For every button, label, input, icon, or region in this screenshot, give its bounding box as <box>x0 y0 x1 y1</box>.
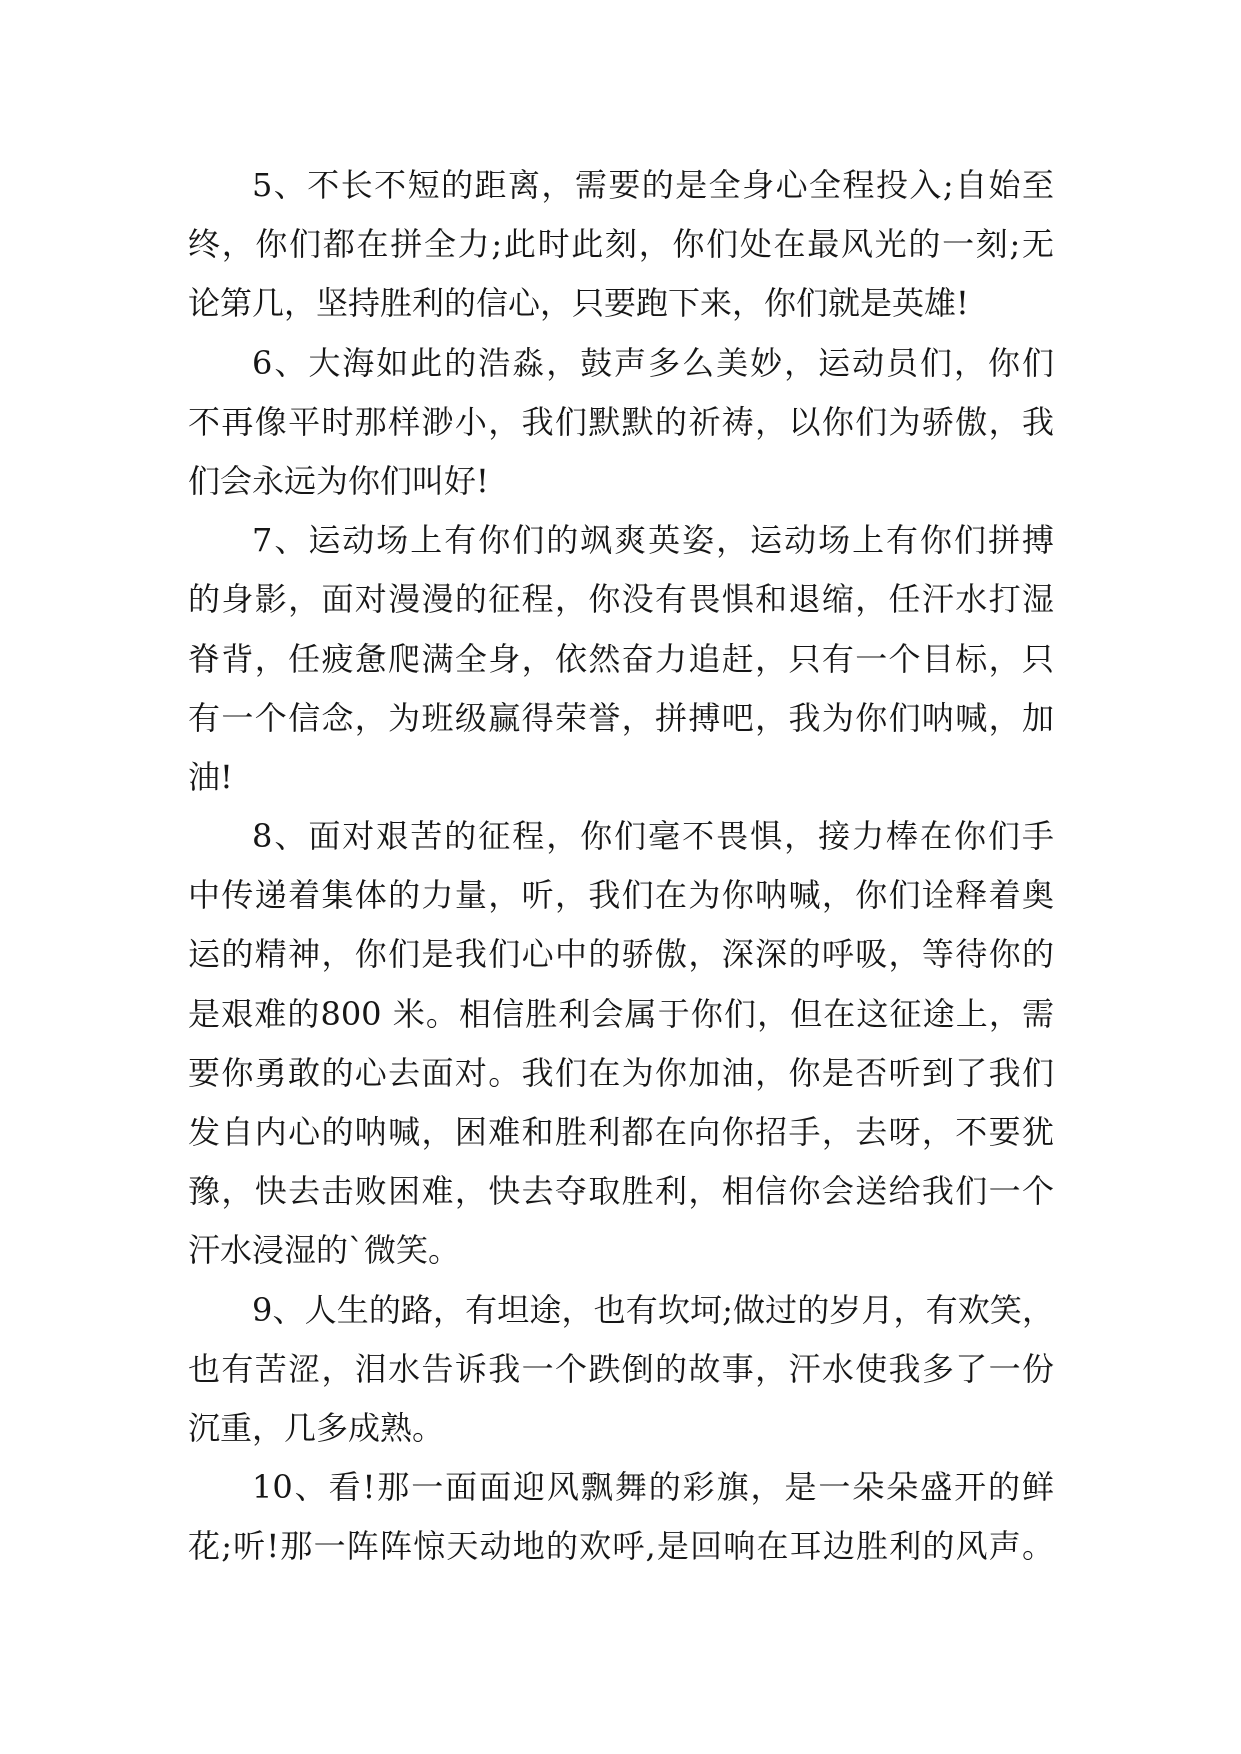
text-line: 沉重，几多成熟。 <box>188 1408 445 1447</box>
text-line: 发自内心的呐喊，困难和胜利都在向你招手，去呀，不要犹 <box>188 1113 1054 1151</box>
paragraph-6 <box>188 334 1054 512</box>
text-line: 要你勇敢的心去面对。我们在为你加油，你是否听到了我们 <box>188 1053 1054 1092</box>
text-line: 中传递着集体的力量，听，我们在为你呐喊，你们诠释着奥 <box>188 876 1054 915</box>
paragraph-9 <box>188 1281 1054 1459</box>
text-line: 7、运动场上有你们的飒爽英姿，运动场上有你们拼搏 <box>252 521 1054 560</box>
paragraph-10 <box>188 1458 1054 1576</box>
text-line: 终，你们都在拼全力;此时此刻，你们处在最风光的一刻;无 <box>188 225 1054 264</box>
text-line: 8、面对艰苦的征程，你们毫不畏惧，接力棒在你们手 <box>252 817 1054 856</box>
text-line: 的身影，面对漫漫的征程，你没有畏惧和退缩，任汗水打湿 <box>188 580 1054 619</box>
text-line: 论第几，坚持胜利的信心，只要跑下来，你们就是英雄! <box>188 284 969 323</box>
paragraph-8 <box>188 807 1054 1281</box>
paragraph-7 <box>188 511 1054 807</box>
text-line: 汗水浸湿的`微笑。 <box>188 1231 461 1270</box>
text-line: 也有苦涩，泪水告诉我一个跌倒的故事，汗水使我多了一份 <box>188 1349 1054 1388</box>
text-line: 5、不长不短的距离，需要的是全身心全程投入;自始至 <box>252 166 1054 204</box>
document-body <box>188 156 1054 1577</box>
text-line: 运的精神，你们是我们心中的骄傲，深深的呼吸，等待你的 <box>188 935 1054 974</box>
text-line: 豫，快去击败困难，快去夺取胜利，相信你会送给我们一个 <box>188 1172 1054 1211</box>
paragraph-5 <box>188 156 1054 334</box>
text-line: 油! <box>188 757 233 796</box>
text-line: 6、大海如此的浩淼，鼓声多么美妙，运动员们，你们 <box>252 343 1054 382</box>
text-line: 是艰难的800 米。相信胜利会属于你们，但在这征途上，需 <box>188 994 1054 1033</box>
text-line: 花;听!那一阵阵惊天动地的欢呼,是回响在耳边胜利的风声。 <box>188 1527 1054 1566</box>
text-line: 10、看!那一面面迎风飘舞的彩旗，是一朵朵盛开的鲜 <box>252 1468 1054 1507</box>
text-line: 脊背，任疲惫爬满全身，依然奋力追赶，只有一个目标，只 <box>188 639 1054 678</box>
text-line: 不再像平时那样渺小，我们默默的祈祷，以你们为骄傲，我 <box>188 402 1054 441</box>
text-line: 们会永远为你们叫好! <box>188 461 489 500</box>
text-line: 9、人生的路，有坦途，也有坎坷;做过的岁月，有欢笑， <box>252 1290 1054 1329</box>
text-line: 有一个信念，为班级赢得荣誉，拼搏吧，我为你们呐喊，加 <box>188 698 1054 737</box>
